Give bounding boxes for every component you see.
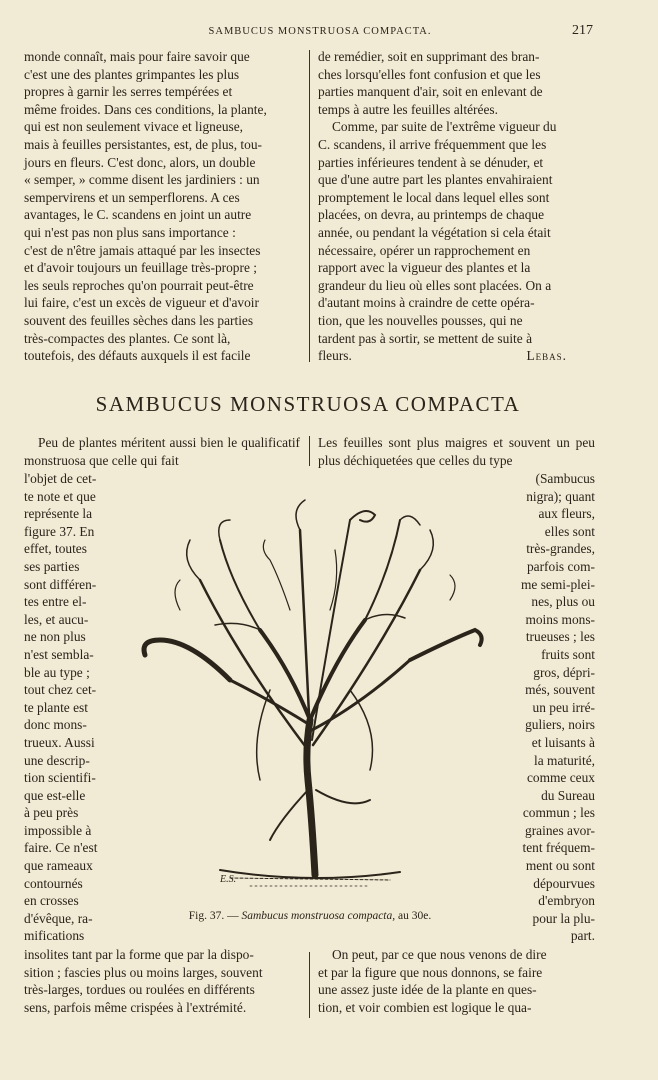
line: très-larges, tordues ou roulées en différents [24, 982, 255, 998]
line: tent fréquem- [522, 840, 595, 856]
top-left-column [24, 48, 300, 365]
line: une assez juste idée de la plante en ques- [318, 982, 537, 998]
engraver-mark: E.S. [220, 874, 237, 885]
line: ment ou sont [525, 858, 595, 874]
line: moins mons- [525, 611, 595, 627]
line: sition ; fascies plus ou moins larges, souvent [24, 964, 263, 980]
line: me semi-plei- [521, 576, 595, 592]
line: placées, on devra, au printemps de chaque [318, 207, 545, 223]
line: une descrip- [24, 752, 90, 768]
line: du Sureau [541, 787, 595, 803]
intro-right [318, 434, 595, 469]
line: sens, parfois même crispées à l'extrémité. [24, 999, 247, 1015]
line: donc mons- [24, 717, 87, 733]
line: les seuls reproches qu'on pourrait peut-être [24, 277, 254, 293]
narrow-right-column [508, 470, 595, 945]
line: à peu près [24, 805, 79, 821]
line: parfois com- [526, 558, 595, 574]
line: que rameaux [24, 858, 93, 874]
line: d'évêque, ra- [24, 910, 93, 926]
line: l'objet de cet- [24, 471, 97, 486]
line: propres à garnir les serres tempérées et [24, 84, 233, 100]
line: c'est de n'être jamais attaqué par les insectes [24, 242, 261, 258]
line: c'est une des plantes grimpantes les plus [24, 66, 240, 82]
intro-right-text: Les feuilles sont plus maigres et souvent un peu plus déchiquetées que celles du type [318, 435, 595, 468]
line: dépourvues [533, 875, 595, 891]
line: toutefois, des défauts auxquels il est facile [24, 348, 251, 364]
line: Comme, par suite de l'extrême vigueur du [332, 119, 557, 135]
line: que est-elle [24, 787, 86, 803]
line: tes entre el- [24, 594, 87, 610]
line: d'autant moins à craindre de cette opéra- [318, 295, 535, 311]
line: trueux. Aussi [24, 734, 95, 750]
line: graines avor- [525, 822, 595, 838]
line: sont différen- [24, 576, 97, 592]
line: mais à feuilles persistantes, est, de plus, tou- [24, 136, 263, 152]
line: insolites tant par la forme que par la dispo- [24, 947, 254, 962]
line: commun ; les [522, 805, 595, 821]
line: en crosses [24, 893, 79, 909]
line: les, et aucu- [24, 611, 89, 627]
line: trueuses ; les [525, 629, 595, 645]
column-divider [309, 952, 310, 1018]
line: que d'une autre part les plantes envahiraient [318, 172, 553, 188]
line: de remédier, soit en supprimant des bran- [318, 49, 540, 64]
line: pour la plu- [532, 910, 595, 926]
bottom-left-column [24, 946, 300, 1016]
line: jours en fleurs. C'est donc, alors, un double [24, 154, 256, 170]
intro-left [24, 434, 300, 469]
plant-illustration [120, 490, 500, 910]
line: faire. Ce n'est [24, 840, 98, 856]
line: d'embryon [538, 893, 595, 909]
line: aux fleurs, [538, 506, 595, 522]
column-divider [309, 436, 310, 466]
line: la maturité, [534, 752, 595, 768]
line: nes, plus ou [531, 594, 595, 610]
line: qui est non seulement vivace et ligneuse, [24, 119, 244, 135]
line: ses parties [24, 558, 80, 574]
line: n'est sembla- [24, 646, 94, 662]
line: « semper, » comme disent les jardiniers : un [24, 172, 260, 188]
line: souvent des feuilles sèches dans les parties [24, 312, 254, 328]
caption-prefix: Fig. 37. — [188, 910, 242, 922]
line: ches lorsqu'elles font confusion et que les [318, 66, 541, 82]
line: ne non plus [24, 629, 86, 645]
line: elles sont [544, 523, 595, 539]
caption-suffix: au 30e. [395, 910, 432, 922]
line: guliers, noirs [525, 717, 595, 733]
narrow-left-column [24, 470, 108, 945]
line: figure 37. En [24, 523, 95, 539]
line: grandeur du lieu où elles sont placées. On a [318, 277, 552, 293]
line: On peut, par ce que nous venons de dire [332, 947, 547, 962]
line: monde connaît, mais pour faire savoir que [24, 49, 250, 64]
line: très-grandes, [526, 541, 595, 557]
line: avantages, le C. scandens en joint un autre [24, 207, 252, 223]
line: et luisants à [531, 734, 595, 750]
line: temps à autre les feuilles altérées. [318, 101, 498, 117]
line: qui n'est pas non plus sans importance : [24, 224, 236, 240]
line: promptement le local dans lequel elles sont [318, 189, 550, 205]
intro-left-text: Peu de plantes méritent aussi bien le qualificatif monstruosa que celle qui fait [24, 435, 300, 468]
line: même froides. Dans ces conditions, la plante, [24, 101, 267, 117]
line: te note et que [24, 488, 96, 504]
line: tion scientifi- [24, 770, 96, 786]
line: un peu irré- [532, 699, 595, 715]
line: effet, toutes [24, 541, 87, 557]
caption-plant-name: Sambucus monstruosa compacta, [241, 910, 396, 922]
line: sempervirens et un semperflorens. A ces [24, 189, 240, 205]
line: part. [570, 928, 595, 944]
line: contournés [24, 875, 83, 891]
line: comme ceux [526, 770, 595, 786]
figure-caption [110, 910, 510, 922]
line: tout chez cet- [24, 682, 97, 698]
column-divider [309, 50, 310, 362]
line: fruits sont [541, 646, 595, 662]
line: tion, et voir combien est logique le qua- [318, 999, 532, 1015]
line: (Sambucus [535, 471, 595, 486]
line: tardent pas à sortir, se mettent de suite à [318, 330, 533, 346]
top-right-column [318, 48, 595, 365]
line: rapport avec la vigueur des plantes et la [318, 260, 531, 276]
line: tion, que les nouvelles pousses, qui ne [318, 312, 523, 328]
line: année, ou pendant la végétation si cela était [318, 224, 551, 240]
line: te plante est [24, 699, 88, 715]
page-number: 217 [572, 23, 593, 38]
line: représente la [24, 506, 93, 522]
line: très-compactes des plantes. Ce sont là, [24, 330, 231, 346]
line: C. scandens, il arrive fréquemment que les [318, 136, 547, 152]
line: parties inférieures tendent à se dénuder, et [318, 154, 544, 170]
bottom-right-column [318, 946, 595, 1016]
line: fleurs. [318, 348, 352, 364]
section-title: SAMBUCUS MONSTRUOSA COMPACTA [95, 392, 521, 416]
line: et d'avoir toujours un feuillage très-propre ; [24, 260, 257, 276]
running-header: SAMBUCUS MONSTRUOSA COMPACTA. [208, 26, 432, 37]
line: nécessaire, opérer un rapprochement en [318, 242, 531, 258]
line: ble au type ; [24, 664, 90, 680]
line: gros, dépri- [533, 664, 595, 680]
line: més, souvent [525, 682, 595, 698]
line: impossible à [24, 822, 92, 838]
author-signature: Lebas. [526, 348, 567, 364]
line: et par la figure que nous donnons, se faire [318, 964, 543, 980]
line: nigra); quant [526, 488, 595, 504]
line: lui faire, c'est un excès de vigueur et d'avoir [24, 295, 259, 311]
line: parties manquent d'air, soit en enlevant de [318, 84, 543, 100]
line: mifications [24, 928, 85, 944]
